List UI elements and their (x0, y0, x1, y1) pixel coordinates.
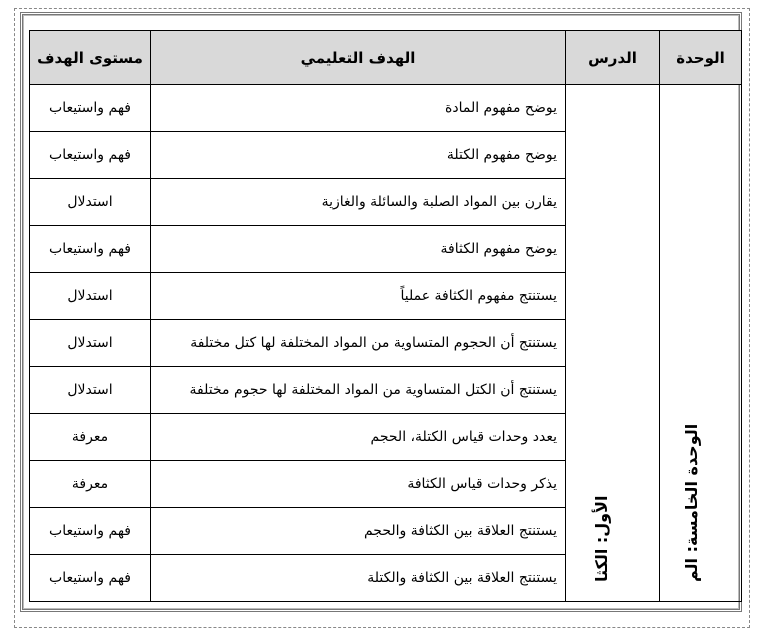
level-cell: فهم واستيعاب (30, 555, 151, 602)
objective-cell: يستنتج مفهوم الكثافة عملياً (151, 273, 566, 320)
header-lesson: الدرس (566, 31, 660, 85)
unit-cell (660, 85, 742, 602)
level-cell: معرفة (30, 414, 151, 461)
header-unit: الوحدة (660, 31, 742, 85)
table-row (30, 85, 742, 132)
header-level: مستوى الهدف (30, 31, 151, 85)
objective-cell: يعدد وحدات قياس الكتلة، الحجم (151, 414, 566, 461)
objective-cell: يوضح مفهوم المادة (151, 85, 566, 132)
objective-cell: يوضح مفهوم الكثافة (151, 226, 566, 273)
objective-cell: يستنتج العلاقة بين الكثافة والحجم (151, 508, 566, 555)
objective-cell: يذكر وحدات قياس الكثافة (151, 461, 566, 508)
objective-cell: يستنتج أن الكتل المتساوية من المواد المختلفة لها حجوم مختلفة (151, 367, 566, 414)
lesson-label: الأول: الكثا (592, 495, 611, 582)
level-cell: معرفة (30, 461, 151, 508)
level-cell: فهم واستيعاب (30, 132, 151, 179)
objectives-table (29, 30, 742, 602)
level-cell: فهم واستيعاب (30, 85, 151, 132)
lesson-cell (566, 85, 660, 602)
objective-cell: يقارن بين المواد الصلبة والسائلة والغازية (151, 179, 566, 226)
level-cell: استدلال (30, 179, 151, 226)
header-row (30, 31, 742, 85)
level-cell: فهم واستيعاب (30, 226, 151, 273)
objective-cell: يوضح مفهوم الكتلة (151, 132, 566, 179)
objective-cell: يستنتج أن الحجوم المتساوية من المواد المختلفة لها كتل مختلفة (151, 320, 566, 367)
level-cell: فهم واستيعاب (30, 508, 151, 555)
level-cell: استدلال (30, 320, 151, 367)
level-cell: استدلال (30, 367, 151, 414)
objective-cell: يستنتج العلاقة بين الكثافة والكتلة (151, 555, 566, 602)
unit-label: الوحدة الخامسة: الم (682, 423, 701, 582)
header-objective: الهدف التعليمي (151, 31, 566, 85)
level-cell: استدلال (30, 273, 151, 320)
